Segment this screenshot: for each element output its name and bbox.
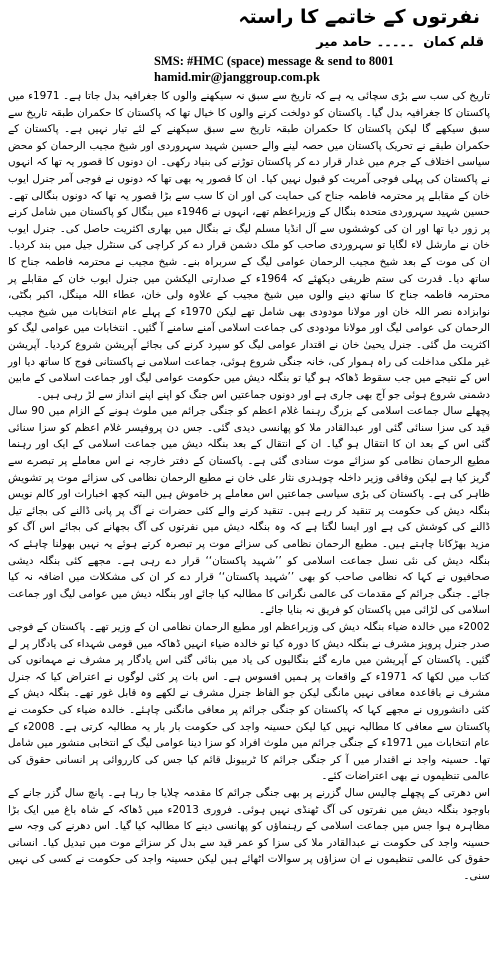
paragraph: 2002ء میں خالدہ ضیاء بنگلہ دیش کی وزیراعظم اور مطیع الرحمان نظامی ان کے وزیر تھے۔ پاکستان کے فوجی صدر جنرل پرویز مشرف نے بنگلہ دیش کا دورہ کیا تو خالدہ ضیاء انہیں ڈھاکہ میں قومی شہداء کی یادگار پر لے گئیں۔ پاکستان کے آپریشن میں مارے گئے بنگالیوں کی یاد میں بنائی گئی اس یادگار پر مشرف نے مہمانوں کی کتاب میں لکھا کہ 1971ء کے واقعات پر ہمیں افسوس ہے۔ اس بات پر کئی لوگوں نے اعتراض کیا کہ جنرل مشرف نے باقاعدہ معافی نہیں مانگی لیکن جو الفاظ جنرل مشرف نے لکھے وہ قابل غور تھے۔ بنگلہ دیش کے کئی دانشوروں نے مجھے کہا کہ پاکستان کو جنگی جرائم پر معافی مانگنی چاہئے۔ خالدہ ضیاء کی حکومت نے پاکستان سے معافی کا مطالبہ نہیں کیا لیکن حسینہ واجد کی حکومت بار بار یہ مطالبہ کرتی ہے۔ 2008ء کے عام انتخابات میں 1971ء کے جنگی جرائم میں ملوث افراد کو سزا دینا عوامی لیگ کے انتخابی منشور میں شامل تھا۔ حسینہ واجد نے اقتدار میں آ کر جنگی جرائم کا ٹربیونل قائم کیا جس کی کارروائی پر انسانی حقوق کی عالمی تنظیموں نے بھی اعتراضات کئے۔ <box>8 621 490 783</box>
author-email: hamid.mir@janggroup.com.pk <box>154 70 320 84</box>
author-separator: ۔۔۔۔۔ <box>376 35 415 50</box>
sms-info: SMS: #HMC (space) message & send to 8001 <box>154 54 394 68</box>
article-body <box>6 88 492 885</box>
paragraph: تاریخ کی سب سے بڑی سچائی یہ ہے کہ تاریخ سے سبق نہ سیکھنے والوں کا جغرافیہ بدل جاتا ہے۔ 1971ء میں پاکستان کا جغرافیہ بدل گیا۔ پاکستان کو دولخت کرنے والوں کا خیال تھا کہ پاکستان کا حکمران طبقہ تاریخ سے سبق سیکھے گا لیکن پاکستان کا حکمران طبقہ تاریخ سے سبق سیکھنے کے لئے تیار نہیں ہے۔ پاکستان کے حکمران طبقے نے تحریک پاکستان میں حصہ لینے والے حسین شہید سہروردی اور شیخ مجیب الرحمان کو محض سیاسی اختلاف کے جرم میں غدار قرار دے کر پاکستان توڑنے کی بنیاد رکھی۔ ان دونوں کا قصور یہ تھا کہ انہوں نے پاکستان کی پہلی فوجی آمریت کو قبول نہیں کیا۔ ان کا قصور یہ بھی تھا کہ دونوں نے فوجی آمر جنرل ایوب خان کے مقابلے پر محترمہ فاطمہ جناح کی حمایت کی اور ان کا سب سے بڑا قصور یہ تھا کہ دونوں بنگالی تھے۔ حسین شہید سہروردی متحدہ بنگال کے وزیراعظم تھے، انہوں نے 1946ء میں بنگال کو پاکستان میں شامل کرنے پر زور دیا تھا اور ان کی کوششوں سے آل انڈیا مسلم لیگ نے بنگال میں بھاری اکثریت حاصل کی۔ جنرل ایوب خان نے مارشل لاء لگایا تو سہروردی صاحب کو ملک دشمن قرار دے کر کراچی کی سنٹرل جیل میں بند کردیا۔ ان کی موت کے بعد شیخ مجیب الرحمان عوامی لیگ کے سربراہ بنے۔ شیخ مجیب نے محترمہ فاطمہ جناح کا ساتھ دیا۔ قدرت کی ستم ظریفی دیکھئے کہ 1964ء کے صدارتی الیکشن میں جنرل ایوب خان کے مقابلے پر محترمہ فاطمہ جناح کا ساتھ دینے والوں میں شیخ مجیب کے علاوہ ولی خان، عطاء اللہ مینگل، اکبر بگٹی، نوابزادہ نصر اللہ خان اور مولانا مودودی بھی شامل تھے لیکن 1970ء کے پہلے عام انتخابات میں شیخ مجیب الرحمان کی عوامی لیگ اور مولانا مودودی کی جماعت اسلامی آمنے سامنے آ گئیں۔ انتخابات میں عوامی لیگ کو اکثریت مل گئی۔ جنرل یحییٰ خان نے اقتدار عوامی لیگ کو سپرد کرنے کی بجائے آپریشن شروع کردیا۔ آپریشن غیر ملکی مداخلت کی راہ ہموار کی، خانہ جنگی شروع ہوئی، جماعت اسلامی نے پاکستانی فوج کا ساتھ دیا اور اس کے نتیجے میں جب سقوط ڈھاکہ ہو گیا تو بنگلہ دیش میں حکومت عوامی لیگ اور جماعت اسلامی کے مابین دشمنی شروع ہوئی جو آج بھی جاری ہے اور دونوں جماعتیں اس جنگ کو اپنے اپنے انداز سے لڑ رہی ہیں۔ <box>8 90 491 401</box>
byline <box>6 34 484 52</box>
paragraph: اس دھرتی کے پچھلے چالیس سال گزرنے پر بھی جنگی جرائم کا مقدمہ چلایا جا رہا ہے۔ پانچ سال گزر جانے کے باوجود بنگلہ دیش میں نفرتوں کی آگ ٹھنڈی نہیں ہوئی۔ فروری 2013ء میں ڈھاکہ کے شاہ باغ میں ایک بڑا مظاہرہ ہوا جس میں جماعت اسلامی کے رہنماؤں کو پھانسی دینے کا مطالبہ کیا گیا۔ اس دھرنے کی وجہ سے حسینہ واجد کی حکومت نے عبدالقادر ملا کی سزا کو عمر قید سے بدل کر سزائے موت میں تبدیل کیا۔ انسانی حقوق کی عالمی تنظیموں نے ان سزاؤں پر سوالات اٹھائے ہیں لیکن حسینہ واجد کی حکومت نے کسی کی نہیں سنی۔ <box>8 786 490 882</box>
article-title: نفرتوں کے خاتمے کا راستہ <box>238 6 480 28</box>
column-header <box>6 4 492 52</box>
column-name: قلم کمان <box>423 35 484 50</box>
paragraph: پچھلے سال جماعت اسلامی کے بزرگ رہنما غلام اعظم کو جنگی جرائم میں ملوث ہونے کے الزام میں 90 سال قید کی سزا سنائی گئی اور عبدالقادر ملا کو پھانسی دیدی گئی۔ جس دن پروفیسر غلام اعظم کو سزا سنائی گئی اس کے بعد ان کا انتقال ہو گیا۔ ان کے انتقال کے بعد بنگلہ دیش میں جماعت اسلامی کے ایک اور رہنما مطیع الرحمان نظامی کو سزائے موت سنادی گئی ہے۔ پاکستان کے دفتر خارجہ نے اس معاملے پر تبصرے سے گریز کیا ہے لیکن وفاقی وزیر داخلہ چوہدری نثار علی خان نے مطیع الرحمان نظامی کی سزائے موت پر تشویش ظاہر کی ہے۔ پاکستان کی بڑی سیاسی جماعتیں اس معاملے پر خاموش ہیں البتہ کچھ اخبارات اور کالم نویس بنگلہ دیش کی حکومت پر تنقید کر رہے ہیں۔ تنقید کرنے والے کئی حضرات نے آگ پر پانی ڈالنے کی بجائے تیل ڈالنے کی کوشش کی ہے اور ایسا لگتا ہے کہ وہ بنگلہ دیش میں نفرتوں کی آگ بجھانے کی بجائے اس آگ کو مزید بھڑکانا چاہتے ہیں۔ مطیع الرحمان نظامی کی سزائے موت پر تبصرہ کرتے ہوئے یہ نہیں بھولنا چاہئے کہ بنگلہ دیش کی نئی نسل جماعت اسلامی کو ’’شہید پاکستان‘‘ قرار دے رہی ہے۔ مجھے کئی بنگلہ دیشی صحافیوں نے کہا کہ نظامی صاحب کو بھی ’’شہید پاکستان‘‘ قرار دے کر ان کی مشکلات میں اضافہ نہ کیا جائے۔ جنگی جرائم کے مقدمات کی عالمی نگرانی کا مطالبہ کیا جائے اور بنگلہ دیش میں عوامی لیگ اور جماعت اسلامی کی لڑائی میں پاکستان کو فریق نہ بنایا جائے۔ <box>8 405 490 617</box>
author-name: حامد میر <box>316 35 373 50</box>
